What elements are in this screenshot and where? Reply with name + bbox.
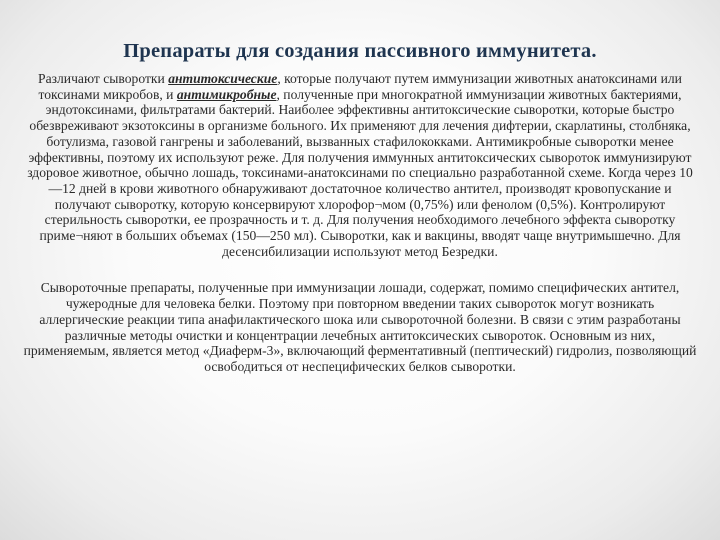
slide-title: Препараты для создания пассивного иммунитета. — [123, 40, 597, 62]
term-antitoxic: антитоксические — [168, 71, 278, 86]
paragraph-serums-types — [22, 71, 698, 259]
paragraph-rest: , полученные при многократной иммунизации животных бактериями, эндотоксинами, фильтратами бактерий. Наиболее эффективны антитоксические сыворотки, которые быстро обезвреживают экзотоксины в организме больного. Их применяют для лечения дифтерии, скарлатины, столбняка, ботулизма, газовой гангрены и заболеваний, вызванных стафилококками. Антимикробные сыворотки менее эффективны, поэтому их используют реже. Для получения иммунных антитоксических сывороток иммунизируют здоровое животное, обычно лошадь, токсинами-анатоксинами по специально разработанной схеме. Когда через 10—12 дней в крови животного обнаруживают достаточное количество антител, производят кровопускание и получают сыворотку, которую консервируют хлорофор¬мом (0,75%) или фенолом (0,5%). Контролируют стерильность сыворотки, ее прозрачность и т. д. Для получения необходимого лечебного эффекта сыворотку приме¬няют в больших объемах (150—250 мл). Сыворотки, как и вакцины, вводят чаще внутримышечно. Для десенсибилизации используют метод Безредки. — [27, 86, 693, 259]
slide-body — [22, 71, 698, 375]
term-antimicrobial: антимикробные — [176, 86, 277, 102]
paragraph-serum-preparations: Сывороточные препараты, полученные при иммунизации лошади, содержат, помимо специфических антител, чужеродные для человека белки. Поэтому при повторном введении таких сывороток могут возникать аллергические реакции типа анафилактического шока или сывороточной болезни. В связи с этим разработаны различные методы очистки и концентрации лечебных антитоксических сывороток. Основным из них, применяемым, является метод «Диаферм-3», включающий ферментативный (пептический) гидролиз, позволяющий освободиться от неспецифических белков сыворотки. — [23, 280, 697, 374]
paragraph-mid: , которые получают путем иммунизации животных анатоксинами или токсинами микробов, и — [38, 71, 682, 102]
paragraph-lead: Различают сыворотки — [38, 71, 169, 86]
